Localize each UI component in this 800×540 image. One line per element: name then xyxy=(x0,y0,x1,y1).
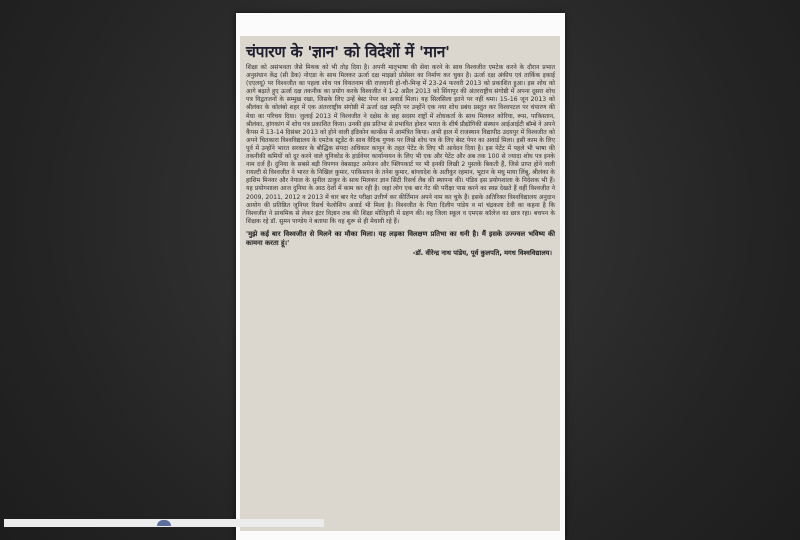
article-quote: 'मुझे कई बार विश्वजीत से मिलने का मौका मिला। यह लड़का विलक्षण प्रतिभा का धनी है। मैं इसके उज्ज्वल भविष्य की कामना करता हूं।' xyxy=(246,229,555,248)
article-headline: चंपारण के 'ज्ञान' को विदेशों में 'मान' xyxy=(246,43,450,61)
article-body: शिक्षा को असंभवता जैसे मिथक को भी तोड़ दिया है। अपनी मातृभाषा की सेवा करने के साथ विश्वजीत एमटेक करने के दौरान प्रभात अनुसंधान केंद्र (सी डैक) नोएडा के साथ मिलकर ऊर्जा दक्ष माइक्रो प्रोसेसर का निर्माण कर चुका है। ऊर्जा दक्ष अंकीय एवं तार्किक इकाई (एएलयू) पर विश्वजीत का पहला शोध पत्र वियतनाम की राजधानी हो-ची-मिन्ह में 23-24 फरवरी 2013 को प्रकाशित हुआ। इस शोध को आगे बढ़ाते हुए ऊर्जा दक्ष तकनीक का प्रयोग करके विश्वजीत ने 1-2 अप्रैल 2013 को सिंगापुर की अंतरराष्ट्रीय संगोष्ठी में अपना दूसरा शोध पत्र विद्वतजनों के सम्मुख रखा, जिसके लिए उन्हें बेस्ट पेपर का अवार्ड मिला। यह सिलसिला इतने पर नहीं थमा। 15-16 जून 2013 को श्रीलंका के कोलंबो शहर में एक अंतरराष्ट्रीय संगोष्ठी में ऊर्जा दक्ष स्मृति पर उन्होंने एक नया शोध प्रबंध प्रस्तुत कर विश्वपटल पर चंपारण की मेधा का परिचय दिया। जुलाई 2013 में विश्वजीत ने दक्षेस के छह सदस्य राष्ट्रों में शोधकर्ता के साथ मिलकर कोरिया, रूस, पाकिस्तान, श्रीलंका, हांगकांग में शोध पत्र प्रकाशित किया। उनकी इस प्रतिभा से प्रभावित होकर भारत के शीर्ष प्रौद्योगिकी संस्थान आईआईटी बॉम्बे ने अपने कैंपस में 13-14 दिसंबर 2013 को होने वाली इंडिकोन कान्फ्रेंस में आमंत्रित किया। अभी हाल में राजस्थान विद्यापीठ उदयपुर में विश्वजीत को अपने चितकारा विश्वविद्यालय के एमटेक स्टूडेंट के साथ वैदिक गुणक पर लिखे शोध पत्र के लिए बेस्ट पेपर का अवार्ड मिला। इसी काम के लिए पूर्व में उन्होंने भारत सरकार के बौद्धिक संपदा अधिकार कानून के तहत पेटेंट के लिए भी आवेदन दिया है। इस पेटेंट में पहले भी भाषा की तकनीकी कमियों को दूर करने वाले यूनिकोड के हार्डवेयर कार्यान्वयन के लिए भी एक और पेटेंट और अब तक 100 से ज्यादा शोध पत्र इनके नाम दर्ज हैं। दुनिया के सबसे बड़ी विपणन वेबसाइट अमेजन और फ्लिपकार्ट पर भी इनकी लिखी 2 पुस्तकें बिकती हैं, जिसे प्राप्त होने वाली रायल्टी से विश्वजीत ने भारत के निखिल कुमार, पाकिस्तान के तनेश कुमार, बांग्लादेश के अतीकुर रहमान, भूटान के मधु माया लिंबू, श्रीलंका के हाशिम मिनवर और नेपाल के सुनील ठाकुर के साथ मिलकर ज्ञान सिटी रिसर्च लैब की स्थापना की। पंडिय इस प्रयोगशाला के निदेशक भी हैं। यह प्रयोगशाला आज दुनिया के आठ देशों में काम कर रही है। जहां लोग एक बार गेट की परीक्षा पास करने का स्वप्न देखते हैं वहीं विश्वजीत ने 2009, 2011, 2012 व 2013 में चार बार गेट परीक्षा उत्तीर्ण कर कीर्तिमान अपने नाम कर चुके हैं। इसके अतिरिक्त विश्वविद्यालय अनुदान आयोग की प्रतिष्ठित जूनियर रिसर्च फेलोशिप अवार्ड भी मिला है। विश्वजीत के पिता दिलीप पांडेय व मां चंद्रकला देवी का कहना है कि विश्वजीत ने प्राथमिक से लेकर इंटर विज्ञान तक की शिक्षा मोतिहारी में ग्रहण की। वह जिला स्कूल व एमएस कॉलेज का छात्र रहा। बचपन के शिक्षक रहे डॉ. सुमन पाण्डेय ने बताया कि वह शुरू से ही मेधावी रहे हैं। xyxy=(246,64,555,225)
image-viewer-frame[interactable] xyxy=(236,13,565,540)
newspaper-clipping xyxy=(240,36,560,531)
scroll-handle-icon[interactable] xyxy=(157,520,171,526)
quote-attribution: -डॉ. वीरेन्द्र नाथ पांडेय, पूर्व कुलपति, मगध विश्वविद्यालय। xyxy=(412,249,552,258)
